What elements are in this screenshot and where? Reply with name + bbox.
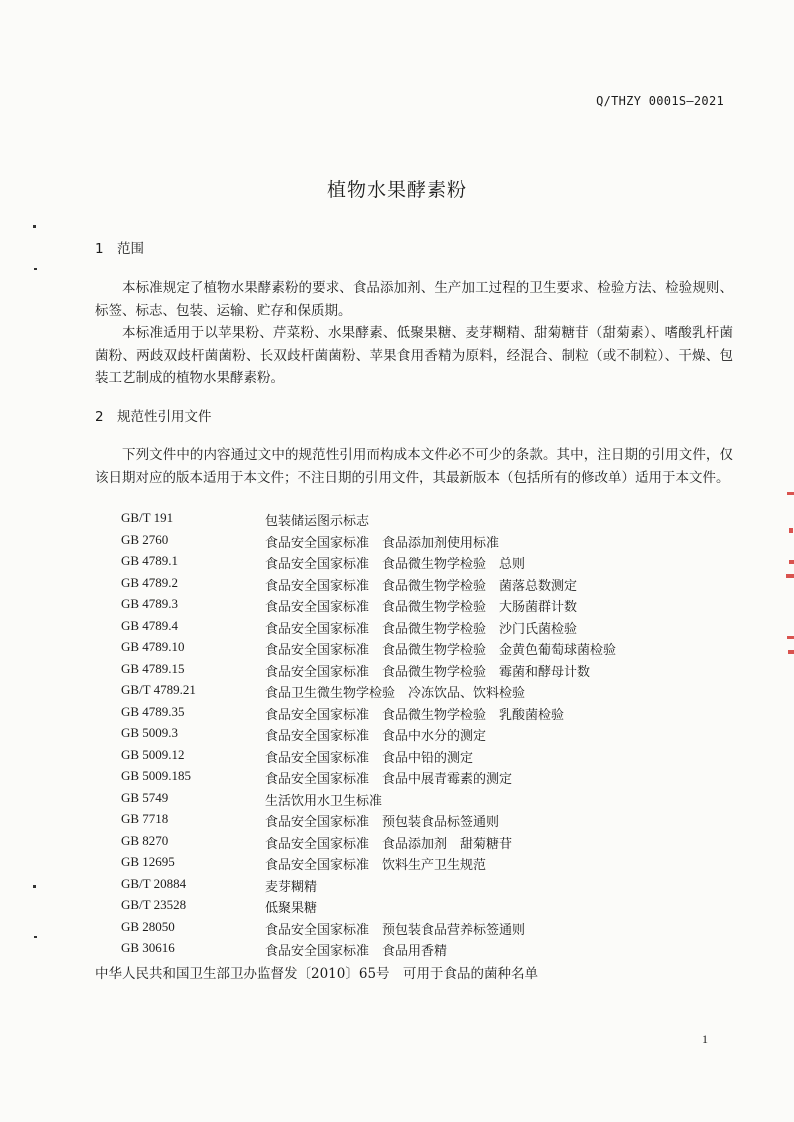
reference-row bbox=[121, 532, 721, 554]
reference-code: GB/T 4789.21 bbox=[121, 682, 196, 697]
standard-code: Q/THZY 0001S—2021 bbox=[596, 94, 724, 108]
reference-row bbox=[121, 661, 721, 683]
reference-title: 食品安全国家标准 食品添加剂 甜菊糖苷 bbox=[265, 836, 513, 852]
reference-row bbox=[121, 940, 721, 962]
reference-title: 麦芽糊精 bbox=[265, 879, 318, 895]
reference-title: 食品安全国家标准 预包装食品营养标签通则 bbox=[265, 922, 526, 938]
section-heading-scope bbox=[95, 237, 144, 257]
reference-code: GB 4789.4 bbox=[121, 617, 179, 633]
scan-speck bbox=[33, 225, 36, 228]
reference-row bbox=[121, 919, 721, 941]
reference-row bbox=[121, 682, 721, 704]
reference-code: GB 5749 bbox=[121, 789, 169, 805]
reference-code: GB 7718 bbox=[121, 811, 169, 826]
reference-title: 食品安全国家标准 饮料生产卫生规范 bbox=[265, 858, 487, 873]
reference-code: GB 5009.12 bbox=[121, 746, 185, 762]
reference-code: GB 12695 bbox=[121, 854, 175, 869]
reference-row bbox=[121, 876, 721, 898]
reference-title: 食品卫生微生物学检验 冷冻饮品、饮料检验 bbox=[265, 686, 526, 701]
reference-row bbox=[121, 725, 721, 747]
reference-row bbox=[121, 618, 721, 640]
reference-code: GB 4789.15 bbox=[121, 660, 185, 676]
reference-row bbox=[121, 811, 721, 833]
reference-title: 食品安全国家标准 食品微生物学检验 金黄色葡萄球菌检验 bbox=[265, 643, 617, 658]
reference-title: 中华人民共和国卫生部卫办监督发〔2010〕65号 可用于食品的菌种名单 bbox=[95, 965, 539, 982]
reference-row bbox=[121, 768, 721, 790]
reference-code: GB 30616 bbox=[121, 940, 175, 955]
reference-code: GB 4789.3 bbox=[121, 596, 179, 611]
scan-speck bbox=[786, 574, 794, 578]
reference-title: 食品安全国家标准 食品微生物学检验 乳酸菌检验 bbox=[265, 707, 565, 723]
reference-row bbox=[121, 833, 721, 855]
section-heading-references bbox=[95, 405, 212, 425]
reference-title: 包装储运图示标志 bbox=[265, 514, 370, 529]
reference-code: GB 4789.1 bbox=[121, 553, 179, 568]
reference-row bbox=[121, 790, 721, 812]
scope-paragraph-2: 本标准适用于以苹果粉、芹菜粉、水果酵素、低聚果糖、麦芽糊精、甜菊糖苷（甜菊素）、嗜酸乳杆菌菌粉、两歧双歧杆菌菌粉、长双歧杆菌菌粉、苹果食用香精为原料，经混合、制粒（或不制粒）、干燥、包装工艺制成的植物水果酵素粉。 bbox=[95, 325, 733, 386]
scan-speck bbox=[789, 560, 794, 564]
document-title: 植物水果酵素粉 bbox=[326, 179, 467, 201]
reference-code: GB 28050 bbox=[121, 918, 175, 934]
reference-title: 食品安全国家标准 食品微生物学检验 沙门氏菌检验 bbox=[265, 621, 578, 637]
reference-title: 食品安全国家标准 食品中水分的测定 bbox=[265, 729, 487, 744]
reference-title: 食品安全国家标准 食品中展青霉素的测定 bbox=[265, 772, 513, 787]
reference-row bbox=[121, 510, 721, 532]
reference-row bbox=[121, 575, 721, 597]
reference-title: 食品安全国家标准 食品微生物学检验 大肠菌群计数 bbox=[265, 600, 578, 615]
reference-code: GB 4789.35 bbox=[121, 703, 185, 719]
section-number: 1 bbox=[95, 241, 104, 257]
reference-title: 食品安全国家标准 食品中铅的测定 bbox=[265, 750, 474, 766]
scope-paragraph-1: 本标准规定了植物水果酵素粉的要求、食品添加剂、生产加工过程的卫生要求、检验方法、检验规则、标签、标志、包装、运输、贮存和保质期。 bbox=[95, 280, 733, 319]
reference-row-special bbox=[95, 962, 695, 984]
reference-code: GB 5009.185 bbox=[121, 768, 192, 783]
reference-title: 食品安全国家标准 食品微生物学检验 菌落总数测定 bbox=[265, 578, 578, 594]
references-intro-paragraph: 下列文件中的内容通过文中的规范性引用而构成本文件必不可少的条款。其中，注日期的引用文件，仅该日期对应的版本适用于本文件；不注日期的引用文件，其最新版本（包括所有的修改单）适用于本文件。 bbox=[95, 447, 733, 486]
scan-speck bbox=[34, 936, 37, 938]
reference-code: GB 4789.2 bbox=[121, 574, 179, 590]
reference-row bbox=[121, 897, 721, 919]
scan-speck bbox=[34, 268, 37, 270]
reference-row bbox=[121, 596, 721, 618]
reference-code: GB 8270 bbox=[121, 832, 169, 848]
reference-row bbox=[121, 854, 721, 876]
reference-title: 食品安全国家标准 食品微生物学检验 总则 bbox=[265, 557, 526, 572]
scan-speck bbox=[787, 492, 794, 495]
reference-row bbox=[121, 747, 721, 769]
normative-reference-list bbox=[95, 510, 721, 983]
reference-code: GB/T 20884 bbox=[121, 875, 187, 891]
scan-speck bbox=[787, 636, 794, 639]
page-number: 1 bbox=[702, 1032, 708, 1046]
scan-speck bbox=[789, 528, 793, 533]
reference-code: GB 2760 bbox=[121, 531, 169, 547]
scan-speck bbox=[788, 650, 794, 654]
section-title: 范围 bbox=[117, 241, 144, 257]
section-number: 2 bbox=[95, 409, 104, 425]
reference-row bbox=[121, 553, 721, 575]
reference-row bbox=[121, 704, 721, 726]
reference-code: GB 4789.10 bbox=[121, 639, 185, 654]
reference-title: 低聚果糖 bbox=[265, 901, 318, 916]
reference-title: 食品安全国家标准 预包装食品标签通则 bbox=[265, 815, 500, 830]
reference-row bbox=[121, 639, 721, 661]
reference-title: 食品安全国家标准 食品微生物学检验 霉菌和酵母计数 bbox=[265, 664, 591, 680]
reference-code: GB 5009.3 bbox=[121, 725, 179, 740]
reference-title: 生活饮用水卫生标准 bbox=[265, 793, 383, 809]
scan-speck bbox=[33, 885, 36, 888]
reference-title: 食品安全国家标准 食品添加剂使用标准 bbox=[265, 535, 500, 551]
reference-code: GB/T 23528 bbox=[121, 897, 187, 912]
section-title: 规范性引用文件 bbox=[117, 409, 212, 425]
reference-title: 食品安全国家标准 食品用香精 bbox=[265, 944, 448, 959]
reference-code: GB/T 191 bbox=[121, 510, 174, 525]
